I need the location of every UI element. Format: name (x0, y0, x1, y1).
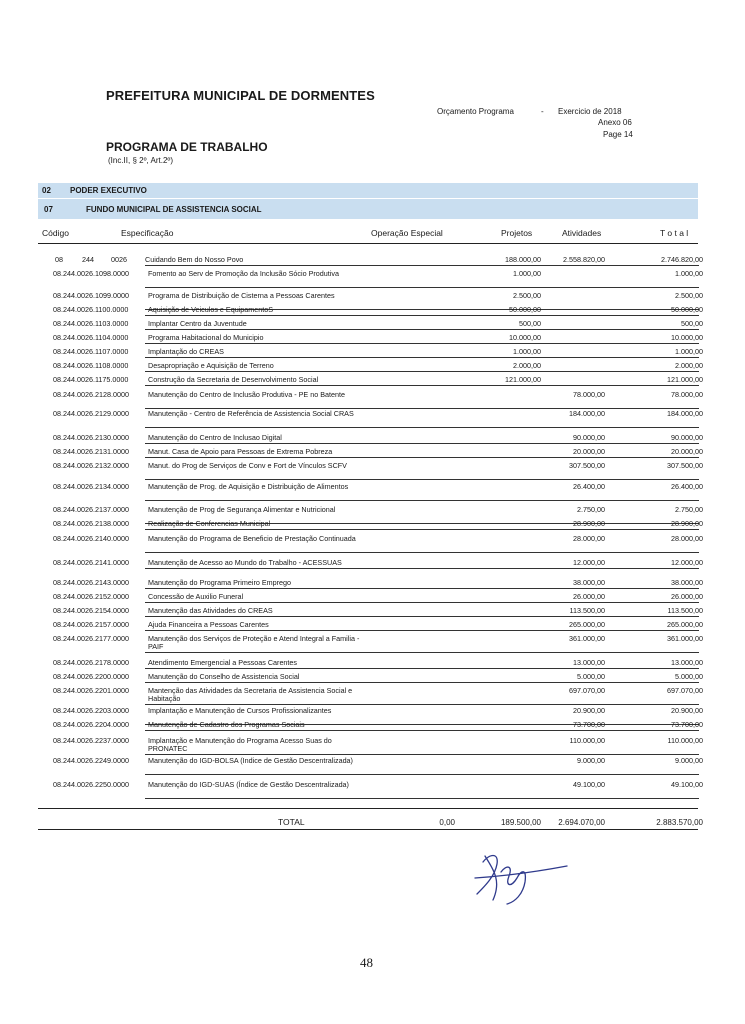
row-total: 50.000,00 (671, 305, 703, 314)
row-description: Manutenção do IGD-SUAS (Índice de Gestão Descentralizada) (148, 780, 349, 789)
row-code: 08.244.0026.1104.0000 (53, 333, 129, 342)
row-description: Implantação do CREAS (148, 347, 224, 356)
row-description: Manutenção de Prog. de Aquisição e Distribuição de Alimentos (148, 482, 349, 491)
row-total: 307.500,00 (667, 461, 703, 470)
row-description: Manutenção de Acesso ao Mundo do Trabalho - ACESSUAS (148, 558, 342, 567)
row-atividades: 2.750,00 (577, 505, 605, 514)
row-code: 08.244.0026.1175.0000 (53, 375, 129, 384)
exercicio-label: Exercicio de 2018 (558, 107, 622, 116)
row-underline (145, 774, 699, 775)
row-description: Aquisição de Veiculos e EquipamentoS (148, 305, 274, 314)
row-code: 08.244.0026.2157.0000 (53, 620, 129, 629)
program-code: 0026 (111, 255, 127, 264)
row-total: 1.000,00 (675, 347, 703, 356)
row-atividades: 13.000,00 (573, 658, 605, 667)
row-underline (145, 479, 699, 480)
program-atividades: 2.558.820,00 (563, 255, 605, 264)
row-projetos: 1.000,00 (513, 269, 541, 278)
row-projetos: 10.000,00 (509, 333, 541, 342)
program-total: 2.746.820,00 (661, 255, 703, 264)
row-code: 08.244.0026.2201.0000 (53, 686, 129, 695)
row-total: 90.000,00 (671, 433, 703, 442)
row-underline (145, 427, 699, 428)
row-code: 08.244.0026.2237.0000 (53, 736, 129, 745)
band-fundo-municipal (38, 199, 698, 219)
row-code: 08.244.0026.2132.0000 (53, 461, 129, 470)
row-code: 08.244.0026.1100.0000 (53, 305, 129, 314)
row-atividades: 49.100,00 (573, 780, 605, 789)
row-atividades: 113.500,00 (569, 606, 605, 615)
col-atividades: Atividades (562, 228, 602, 238)
anexo-label: Anexo 06 (598, 118, 632, 127)
row-total: 13.000,00 (671, 658, 703, 667)
row-projetos: 500,00 (519, 319, 541, 328)
band-label: PODER EXECUTIVO (70, 186, 147, 195)
row-underline (145, 754, 699, 755)
row-underline (145, 385, 699, 386)
header-rule (38, 243, 698, 244)
row-description: Realização de Conferencias Municipal (148, 519, 271, 528)
row-code: 08.244.0026.2203.0000 (53, 706, 129, 715)
row-atividades: 28.000,00 (573, 534, 605, 543)
row-underline (145, 682, 699, 683)
row-description: Mantenção das Atividades da Secretaria de Assistencia Social e Habitação (148, 686, 353, 703)
row-projetos: 50.000,00 (509, 305, 541, 314)
row-code: 08.244.0026.2250.0000 (53, 780, 129, 789)
header-dash: - (541, 107, 544, 116)
row-total: 20.900,00 (671, 706, 703, 715)
row-underline (145, 798, 699, 799)
row-total: 26.400,00 (671, 482, 703, 491)
row-underline (145, 552, 699, 553)
row-code: 08.244.0026.2131.0000 (53, 447, 129, 456)
row-description: Manutenção das Atividades do CREAS (148, 606, 273, 615)
row-underline (145, 602, 699, 603)
row-atividades: 28.900,00 (573, 519, 605, 528)
row-code: 08.244.0026.2178.0000 (53, 658, 129, 667)
row-total: 28.000,00 (671, 534, 703, 543)
row-description: Programa Habitacional do Municipio (148, 333, 264, 342)
row-description: Implantação e Manutenção do Programa Acesso Suas do PRONATEC (148, 736, 332, 753)
row-underline (145, 457, 699, 458)
row-underline (145, 443, 699, 444)
row-code: 08.244.0026.2130.0000 (53, 433, 129, 442)
row-total: 28.900,00 (671, 519, 703, 528)
band-label: FUNDO MUNICIPAL DE ASSISTENCIA SOCIAL (86, 205, 262, 214)
row-code: 08.244.0026.2129.0000 (53, 409, 129, 418)
row-atividades: 12.000,00 (573, 558, 605, 567)
row-total: 49.100,00 (671, 780, 703, 789)
col-codigo: Código (42, 228, 69, 238)
row-atividades: 78.000,00 (573, 390, 605, 399)
row-total: 5.000,00 (675, 672, 703, 681)
row-description: Manutenção do IGD-BOLSA (Indice de Gestão Descentralizada) (148, 756, 353, 765)
row-total: 12.000,00 (671, 558, 703, 567)
row-code: 08.244.0026.1099.0000 (53, 291, 129, 300)
row-description: Implantação e Manutenção de Cursos Profissionalizantes (148, 706, 332, 715)
total-label: TOTAL (278, 817, 305, 827)
row-underline (145, 704, 699, 705)
row-total: 184.000,00 (667, 409, 703, 418)
row-description: Manutenção de Cadastro dos Programas Sociais (148, 720, 305, 729)
col-projetos: Projetos (501, 228, 533, 238)
row-atividades: 90.000,00 (573, 433, 605, 442)
row-code: 08.244.0026.1098.0000 (53, 269, 129, 278)
total-operacao: 0,00 (439, 818, 455, 827)
total-atividades: 2.694.070,00 (558, 818, 605, 827)
row-description: Manutenção do Programa de Beneficio de Prestação Continuada (148, 534, 356, 543)
row-description: Fomento ao Serv de Promoção da Inclusão Sócio Produtiva (148, 269, 339, 278)
row-underline (145, 371, 699, 372)
row-projetos: 121.000,00 (505, 375, 541, 384)
row-total: 113.500,00 (667, 606, 703, 615)
row-code: 08.244.0026.2143.0000 (53, 578, 129, 587)
row-code: 08.244.0026.1107.0000 (53, 347, 129, 356)
row-total: 2.750,00 (675, 505, 703, 514)
row-description: Manutenção dos Serviços de Proteção e Atend Integral a Familia - PAIF (148, 634, 360, 651)
row-atividades: 307.500,00 (569, 461, 605, 470)
row-underline (145, 616, 699, 617)
row-atividades: 697.070,00 (569, 686, 605, 695)
row-underline (145, 343, 699, 344)
program-projetos: 188.000,00 (505, 255, 541, 264)
row-underline (145, 287, 699, 288)
signature-icon (455, 842, 575, 912)
row-underline (145, 730, 699, 731)
total-rule-top (38, 808, 698, 809)
row-code: 08.244.0026.1103.0000 (53, 319, 129, 328)
row-code: 08.244.0026.1108.0000 (53, 361, 129, 370)
row-atividades: 20.000,00 (573, 447, 605, 456)
row-description: Atendimento Emergencial a Pessoas Carentes (148, 658, 298, 667)
row-code: 08.244.0026.2141.0000 (53, 558, 129, 567)
row-atividades: 9.000,00 (577, 756, 605, 765)
row-total: 2.500,00 (675, 291, 703, 300)
row-total: 110.000,00 (667, 736, 703, 745)
row-description: Implantar Centro da Juventude (148, 319, 247, 328)
row-underline (145, 529, 699, 530)
row-total: 26.000,00 (671, 592, 703, 601)
row-description: Manutenção do Centro de Inclusao Digital (148, 433, 282, 442)
row-total: 2.000,00 (675, 361, 703, 370)
row-atividades: 26.400,00 (573, 482, 605, 491)
row-total: 361.000,00 (667, 634, 703, 643)
page-label: Page 14 (603, 130, 633, 139)
row-underline (145, 568, 699, 569)
row-description: Manut. Casa de Apoio para Pessoas de Extrema Pobreza (148, 447, 333, 456)
row-atividades: 73.700,00 (573, 720, 605, 729)
row-code: 08.244.0026.2177.0000 (53, 634, 129, 643)
row-underline (145, 588, 699, 589)
row-description: Ajuda Financeira a Pessoas Carentes (148, 620, 269, 629)
row-total: 1.000,00 (675, 269, 703, 278)
row-atividades: 184.000,00 (569, 409, 605, 418)
row-total: 500,00 (681, 319, 703, 328)
total-geral: 2.883.570,00 (656, 818, 703, 827)
row-underline (145, 315, 699, 316)
row-code: 08.244.0026.2138.0000 (53, 519, 129, 528)
row-code: 08.244.0026.2137.0000 (53, 505, 129, 514)
row-total: 78.000,00 (671, 390, 703, 399)
row-code: 08.244.0026.2140.0000 (53, 534, 129, 543)
row-underline (145, 668, 699, 669)
row-code: 08.244.0026.2128.0000 (53, 390, 129, 399)
total-projetos: 189.500,00 (500, 818, 541, 827)
row-description: Manutenção do Conselho de Assistencia Social (148, 672, 300, 681)
row-projetos: 2.500,00 (513, 291, 541, 300)
row-description: Concessão de Auxilio Funeral (148, 592, 244, 601)
row-underline (145, 652, 699, 653)
row-atividades: 265.000,00 (569, 620, 605, 629)
programa-title: PROGRAMA DE TRABALHO (106, 140, 268, 154)
col-total: T o t a l (660, 228, 689, 238)
row-description: Manutenção - Centro de Referência de Assistencia Social CRAS (148, 409, 354, 418)
row-description: Construção da Secretaria de Desenvolvimento Social (148, 375, 319, 384)
program-function: 08 (55, 255, 63, 264)
band-code: 02 (42, 186, 51, 195)
row-total: 9.000,00 (675, 756, 703, 765)
row-total: 20.000,00 (671, 447, 703, 456)
row-code: 08.244.0026.2204.0000 (53, 720, 129, 729)
row-underline (145, 500, 699, 501)
col-operacao-especial: Operação Especial (371, 228, 443, 238)
row-total: 265.000,00 (667, 620, 703, 629)
row-projetos: 1.000,00 (513, 347, 541, 356)
row-code: 08.244.0026.2200.0000 (53, 672, 129, 681)
row-underline (145, 630, 699, 631)
row-atividades: 38.000,00 (573, 578, 605, 587)
row-description: Manut. do Prog de Serviços de Conv e Fort de Vínculos SCFV (148, 461, 347, 470)
row-atividades: 20.900,00 (573, 706, 605, 715)
page-number: 48 (360, 955, 373, 970)
row-description: Manutenção de Prog de Segurança Alimentar e Nutricional (148, 505, 336, 514)
row-total: 38.000,00 (671, 578, 703, 587)
document-title: PREFEITURA MUNICIPAL DE DORMENTES (106, 88, 375, 103)
orcamento-label: Orçamento Programa (437, 107, 514, 116)
row-code: 08.244.0026.2249.0000 (53, 756, 129, 765)
row-total: 73.700,00 (671, 720, 703, 729)
row-description: Manutenção do Centro de Inclusão Produtiva - PE no Batente (148, 390, 345, 399)
row-total: 10.000,00 (671, 333, 703, 342)
row-atividades: 26.000,00 (573, 592, 605, 601)
row-description: Programa de Distribuição de Cisterna a Pessoas Carentes (148, 291, 335, 300)
row-code: 08.244.0026.2154.0000 (53, 606, 129, 615)
row-total: 121.000,00 (667, 375, 703, 384)
legal-reference: (Inc.II, § 2º, Art.2º) (108, 156, 173, 165)
row-description: Manutenção do Programa Primeiro Emprego (148, 578, 292, 587)
row-projetos: 2.000,00 (513, 361, 541, 370)
row-underline (145, 357, 699, 358)
row-description: Desapropriação e Aquisição de Terreno (148, 361, 274, 370)
row-atividades: 110.000,00 (569, 736, 605, 745)
program-subfunction: 244 (82, 255, 94, 264)
row-underline (145, 329, 699, 330)
row-code: 08.244.0026.2134.0000 (53, 482, 129, 491)
col-especificacao: Especificação (121, 228, 174, 238)
program-description: Cuidando Bem do Nosso Povo (145, 255, 244, 264)
row-atividades: 5.000,00 (577, 672, 605, 681)
total-rule-bottom (38, 829, 698, 830)
band-poder-executivo (38, 183, 698, 198)
row-total: 697.070,00 (667, 686, 703, 695)
row-atividades: 361.000,00 (569, 634, 605, 643)
band-code: 07 (44, 205, 53, 214)
program-underline (145, 265, 699, 266)
row-code: 08.244.0026.2152.0000 (53, 592, 129, 601)
